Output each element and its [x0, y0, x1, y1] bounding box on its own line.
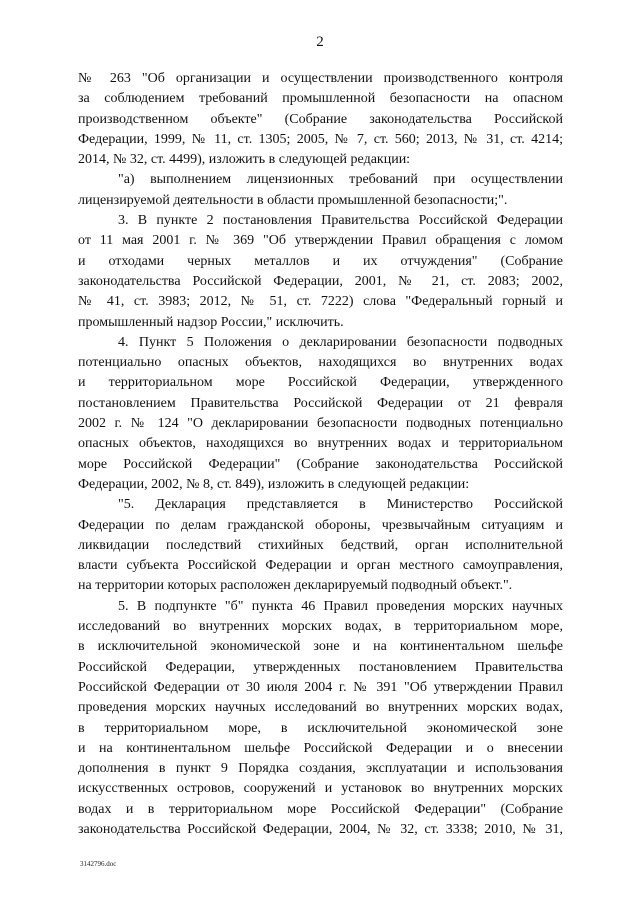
- text-line: законодательства Российской Федерации, 2001, № 21, ст. 2083; 2002,: [78, 273, 563, 289]
- text-line: законодательства Российской Федерации, 2004, № 32, ст. 3338; 2010, № 31,: [78, 821, 563, 837]
- text-line: Федерации, 1999, № 11, ст. 1305; 2005, № 7, ст. 560; 2013, № 31, ст. 4214;: [78, 131, 563, 147]
- text-line: 4. Пункт 5 Положения о декларировании безопасности подводных: [118, 334, 563, 350]
- text-line: "5. Декларация представляется в Министерство Российской: [118, 497, 563, 513]
- text-line: "а) выполнением лицензионных требований при осуществлении: [118, 172, 563, 188]
- text-line: постановлением Правительства Российской Федерации от 21 февраля: [78, 395, 563, 411]
- text-line: за соблюдением требований промышленной безопасности на опасном: [78, 91, 563, 107]
- text-line: в исключительной экономической зоне и на континентальном шельфе: [78, 639, 563, 655]
- text-line: водах и в территориальном море Российской Федерации" (Собрание: [78, 801, 563, 817]
- text-line: искусственных островов, сооружений и установок во внутренних морских: [78, 781, 563, 797]
- text-line: 2014, № 32, ст. 4499), изложить в следующей редакции:: [78, 152, 411, 168]
- text-line: в территориальном море, в исключительной экономической зоне: [78, 720, 563, 736]
- text-line: и отходами черных металлов и их отчуждения" (Собрание: [78, 253, 563, 269]
- page-number: 2: [316, 34, 324, 50]
- text-line: № 263 "Об организации и осуществлении производственного контроля: [78, 71, 563, 86]
- text-line: проведения морских научных исследований во внутренних морских водах,: [78, 700, 563, 716]
- text-line: власти субъекта Российской Федерации и орган местного самоуправления,: [78, 558, 563, 574]
- text-line: ликвидации последствий стихийных бедствий, орган исполнительной: [78, 537, 563, 553]
- text-line: дополнения в пункт 9 Порядка создания, эксплуатации и использования: [78, 761, 563, 777]
- text-line: производственном объекте" (Собрание законодательства Российской: [78, 111, 563, 127]
- text-line: Федерации, 2002, № 8, ст. 849), изложить в следующей редакции:: [78, 476, 470, 492]
- text-line: лицензируемой деятельности в области промышленной безопасности;".: [78, 192, 508, 208]
- text-line: 3. В пункте 2 постановления Правительства Российской Федерации: [118, 213, 563, 229]
- text-line: № 41, ст. 3983; 2012, № 51, ст. 7222) слова "Федеральный горный и: [78, 294, 563, 310]
- text-line: исследований во внутренних морских водах, в территориальном море,: [78, 619, 563, 635]
- text-line: опасных объектов, находящихся во внутренних водах и территориальном: [78, 436, 563, 452]
- text-line: на территории которых расположен декларируемый подводный объект.".: [78, 578, 513, 594]
- text-line: Российской Федерации, утвержденных постановлением Правительства: [78, 659, 563, 675]
- text-line: Федерации по делам гражданской обороны, чрезвычайным ситуациям и: [78, 517, 563, 533]
- text-line: и на континентальном шельфе Российской Федерации и о внесении: [78, 740, 563, 756]
- text-line: промышленный надзор России," исключить.: [78, 314, 344, 330]
- text-line: 5. В подпункте "б" пункта 46 Правил проведения морских научных: [118, 598, 563, 614]
- document-body: [78, 69, 563, 840]
- text-line: и территориальном море Российской Федерации, утвержденного: [78, 375, 563, 391]
- footer-filename: 3142796.doc: [80, 860, 117, 868]
- text-line: Российской Федерации от 30 июля 2004 г. № 391 "Об утверждении Правил: [78, 679, 563, 695]
- text-line: море Российской Федерации" (Собрание законодательства Российской: [78, 456, 563, 472]
- text-line: потенциально опасных объектов, находящихся во внутренних водах: [78, 355, 563, 371]
- text-line: 2002 г. № 124 "О декларировании безопасности подводных потенциально: [78, 416, 563, 432]
- text-line: от 11 мая 2001 г. № 369 "Об утверждении Правил обращения с ломом: [78, 233, 563, 249]
